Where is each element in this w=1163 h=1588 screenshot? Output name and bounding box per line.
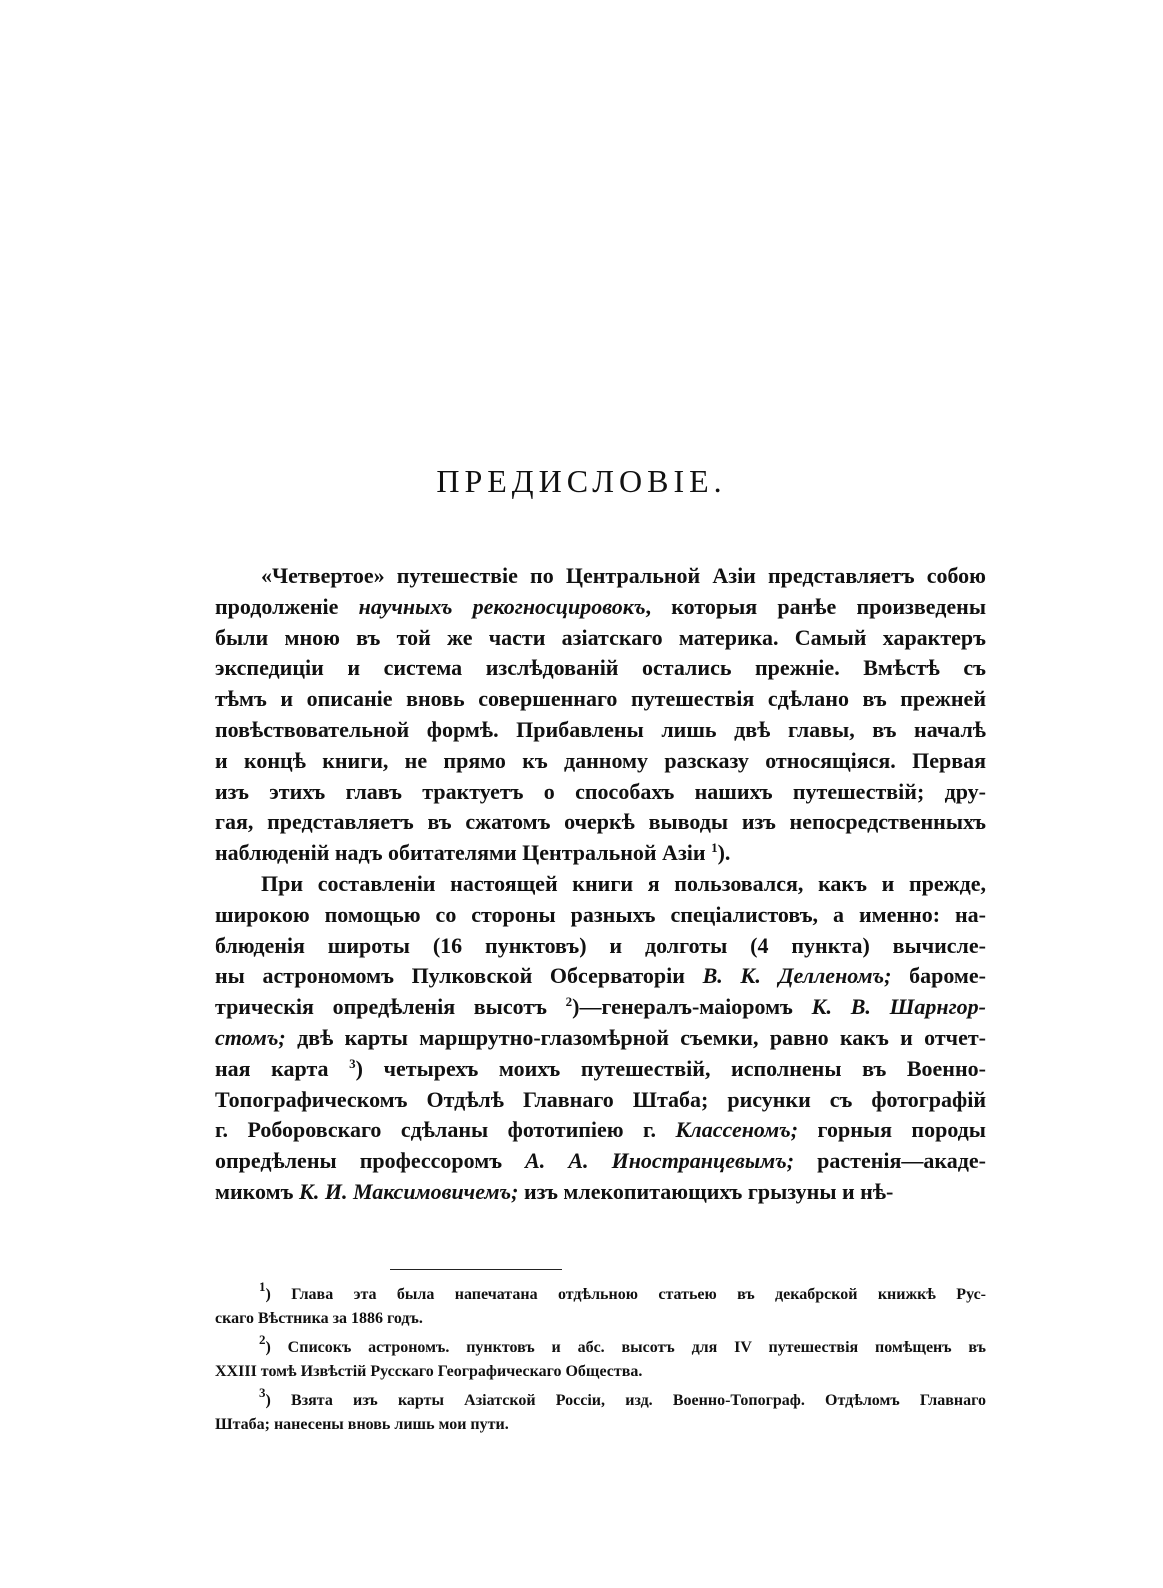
text-line xyxy=(215,653,986,684)
text-line xyxy=(215,1023,986,1054)
footnote-marker: 1 xyxy=(259,1279,266,1294)
text-line xyxy=(215,1332,986,1360)
footnote-marker: 3 xyxy=(259,1385,266,1400)
text-segment: г. Роборовскаго сдѣланы фототипіею г. xyxy=(215,1117,676,1143)
text-line xyxy=(215,838,986,869)
footnote xyxy=(215,1385,986,1436)
text-line xyxy=(215,807,986,838)
text-line xyxy=(215,1413,986,1437)
paragraph xyxy=(215,869,986,1208)
text-segment: ) Списокъ астрономъ. пунктовъ и абс. высотъ для IV путешествія помѣщенъ въ xyxy=(265,1339,986,1356)
text-segment: растенія—акаде- xyxy=(794,1148,986,1174)
text-segment: гая, представляетъ въ сжатомъ очеркѣ выводы изъ непосредственныхъ xyxy=(215,809,986,835)
footnote xyxy=(215,1332,986,1383)
text-line xyxy=(215,1146,986,1177)
text-line xyxy=(215,931,986,962)
italic-text: К. В. Шарнгор- xyxy=(811,994,987,1020)
text-segment: изъ этихъ главъ трактуетъ о способахъ нашихъ путешествій; дру- xyxy=(215,778,986,804)
text-segment: продолженіе xyxy=(215,593,359,619)
text-segment: ) Глава эта была напечатана отдѣльною статьею въ декабрской книжкѣ Рус- xyxy=(265,1286,986,1303)
text-segment: ны астрономомъ Пулковской Обсерваторіи xyxy=(215,963,703,989)
preface-body xyxy=(215,561,986,1208)
text-line xyxy=(215,746,986,777)
text-segment: опредѣлены профессоромъ xyxy=(215,1148,526,1174)
text-segment: ная карта xyxy=(215,1055,350,1081)
footnote-marker: 1 xyxy=(711,840,718,856)
text-segment: При составленіи настоящей книги я пользовался, какъ и прежде, xyxy=(261,870,986,896)
text-line xyxy=(215,777,986,808)
text-segment: повѣствовательной формѣ. Прибавлены лишь двѣ главы, въ началѣ xyxy=(215,716,986,742)
text-line xyxy=(215,1115,986,1146)
text-line xyxy=(215,869,986,900)
text-segment: XXIII томѣ Извѣстій Русскаго Географическаго Общества. xyxy=(215,1362,643,1380)
text-line xyxy=(215,992,986,1023)
text-line xyxy=(215,1085,986,1116)
text-segment: микомъ xyxy=(215,1178,299,1204)
text-line xyxy=(215,1279,986,1307)
text-segment: Топографическомъ Отдѣлѣ Главнаго Штаба; рисунки съ фотографій xyxy=(215,1086,986,1112)
text-segment: экспедиціи и система изслѣдованій остались прежніе. Вмѣстѣ съ xyxy=(215,655,986,681)
text-segment: ) Взята изъ карты Азіатской Россіи, изд. Военно-Топограф. Отдѣломъ Главнаго xyxy=(265,1392,986,1409)
text-segment: наблюденій надъ обитателями Центральной Азіи xyxy=(215,840,712,866)
text-line xyxy=(215,1307,986,1331)
text-segment: скаго Вѣстника за 1886 годъ. xyxy=(215,1309,423,1327)
text-line xyxy=(215,561,986,592)
italic-text: А. А. Иностранцевымъ; xyxy=(525,1148,795,1174)
italic-text: К. И. Максимовичемъ; xyxy=(298,1178,519,1204)
text-segment: ) четырехъ моихъ путешествій, исполнены въ Военно- xyxy=(355,1055,986,1081)
footnote-marker: 3 xyxy=(349,1055,356,1071)
text-line xyxy=(215,900,986,931)
text-segment: ). xyxy=(717,840,731,866)
text-segment: широкою помощью со стороны разныхъ спеціалистовъ, а именно: на- xyxy=(215,901,986,927)
footnotes xyxy=(215,1279,986,1442)
text-segment: трическія опредѣленія высотъ xyxy=(215,994,566,1020)
footnote xyxy=(215,1279,986,1330)
text-line xyxy=(215,623,986,654)
text-segment: изъ млекопитающихъ грызуны и нѣ- xyxy=(518,1178,894,1204)
text-segment: горныя породы xyxy=(798,1117,986,1143)
text-segment: бароме- xyxy=(891,963,986,989)
italic-text: стомъ; xyxy=(215,1024,286,1050)
text-segment: )—генералъ-маіоромъ xyxy=(572,994,812,1020)
text-segment: Штаба; нанесены вновь лишь мои пути. xyxy=(215,1415,509,1433)
text-line xyxy=(215,1360,986,1384)
italic-text: научныхъ рекогносцировокъ xyxy=(358,593,646,619)
text-line xyxy=(215,592,986,623)
text-segment: , которыя ранѣе произведены xyxy=(645,593,986,619)
text-segment: двѣ карты маршрутно-глазомѣрной съемки, равно какъ и отчет- xyxy=(285,1024,986,1050)
footnote-marker: 2 xyxy=(565,994,573,1010)
page-title: ПРЕДИСЛОВІЕ. xyxy=(436,463,727,499)
text-segment: и концѣ книги, не прямо къ данному разсказу относящіяся. Первая xyxy=(215,747,986,773)
text-line xyxy=(215,1385,986,1413)
italic-text: Классеномъ; xyxy=(675,1117,799,1143)
text-line xyxy=(215,961,986,992)
text-segment: тѣмъ и описаніе вновь совершеннаго путешествія сдѣлано въ прежней xyxy=(215,686,986,712)
text-segment: блюденія широты (16 пунктовъ) и долготы (4 пункта) вычисле- xyxy=(215,932,986,958)
text-segment: «Четвертое» путешествіе по Центральной Азіи представляетъ собою xyxy=(261,563,986,588)
italic-text: В. К. Делленомъ; xyxy=(702,963,892,989)
text-line xyxy=(215,1054,986,1085)
text-line xyxy=(215,1177,986,1208)
footnote-divider xyxy=(390,1269,562,1270)
text-segment: были мною въ той же части азіатскаго материка. Самый характеръ xyxy=(215,624,986,650)
paragraph xyxy=(215,561,986,869)
text-line xyxy=(215,715,986,746)
footnote-marker: 2 xyxy=(259,1332,266,1347)
text-line xyxy=(215,684,986,715)
